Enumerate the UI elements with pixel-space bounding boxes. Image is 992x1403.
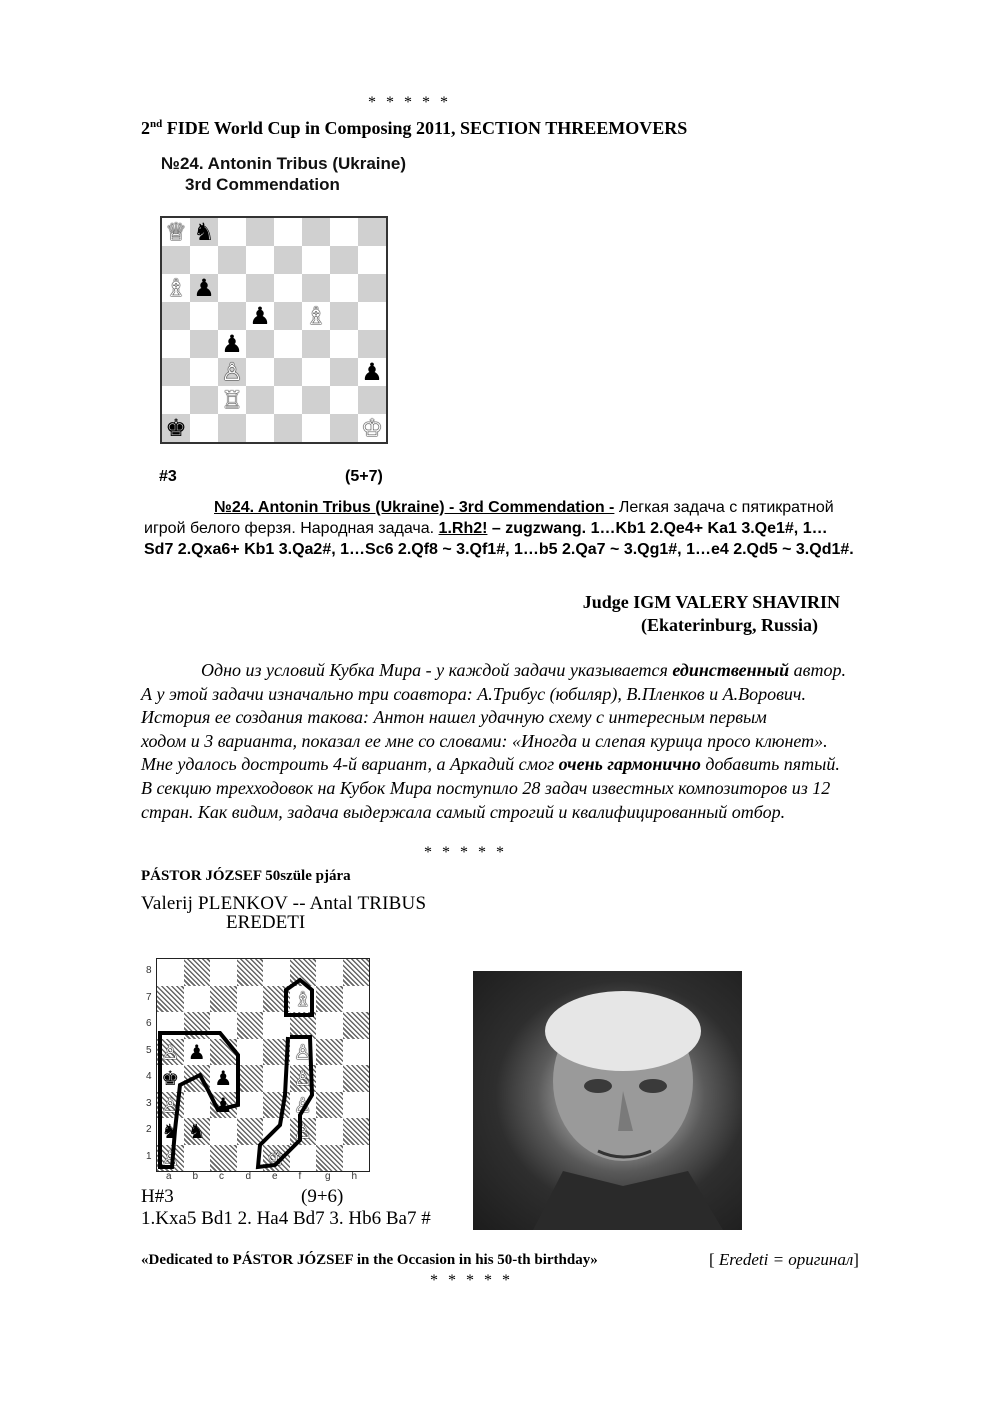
- square-f8: [302, 218, 330, 246]
- square-e3: [263, 1092, 290, 1119]
- square-f2: [290, 1118, 317, 1145]
- black-piece-a2: ♞: [161, 1119, 180, 1144]
- square-g6: [330, 274, 358, 302]
- square-h4: [358, 330, 386, 358]
- square-h6: [343, 1012, 370, 1039]
- judge-block: [440, 592, 840, 636]
- black-piece-c4: ♟: [214, 1066, 233, 1091]
- square-f4: [302, 330, 330, 358]
- square-e1: [263, 1145, 290, 1172]
- square-h7: [358, 246, 386, 274]
- square-h5: [358, 302, 386, 330]
- square-c8: [218, 218, 246, 246]
- square-c6: [218, 274, 246, 302]
- black-piece-h3: ♟: [361, 358, 383, 386]
- translation-note-text: Eredeti = оригинал: [718, 1250, 854, 1269]
- solution-rest: – zugzwang. 1…Kb1 2.Qe4+ Ka1 3.Qe1#, 1…Sd7 2.Qxa6+ Kb1 3.Qa2#, 1…Sc6 2.Qf8 ~ 3.Qf1#, 1…b5 2.Qa7 ~ 3.Qg1#, 1…e4 2.Qd5 ~ 3.Qd1#.: [144, 520, 854, 558]
- square-g6: [316, 1012, 343, 1039]
- square-b6: [184, 1012, 211, 1039]
- white-piece-a8: ♕: [165, 218, 187, 246]
- square-b1: [190, 414, 218, 442]
- square-a4: [157, 1065, 184, 1092]
- square-d5: [237, 1039, 264, 1066]
- square-e8: [263, 959, 290, 986]
- square-e7: [274, 246, 302, 274]
- square-g3: [330, 358, 358, 386]
- square-f5: [302, 302, 330, 330]
- problem1-solution: [144, 497, 856, 560]
- square-c1: [210, 1145, 237, 1172]
- square-a8: [157, 959, 184, 986]
- file-label-c: c: [219, 1171, 224, 1182]
- square-g1: [330, 414, 358, 442]
- square-f8: [290, 959, 317, 986]
- square-c1: [218, 414, 246, 442]
- square-f7: [290, 986, 317, 1013]
- section2-authors: Valerij PLENKOV -- Antal TRIBUS: [141, 893, 427, 914]
- square-f6: [302, 274, 330, 302]
- square-d8: [237, 959, 264, 986]
- square-c7: [210, 986, 237, 1013]
- dedication-line: «Dedicated to PÁSTOR JÓZSEF in the Occasion in his 50-th birthday»: [141, 1252, 598, 1268]
- square-e2: [263, 1118, 290, 1145]
- square-g5: [316, 1039, 343, 1066]
- rank-label-8: 8: [146, 965, 152, 976]
- section2-title: PÁSTOR JÓZSEF 50szüle pjára: [141, 868, 351, 884]
- square-g7: [316, 986, 343, 1013]
- section2-eredeti: EREDETI: [226, 912, 306, 933]
- square-a3: [157, 1092, 184, 1119]
- square-h8: [358, 218, 386, 246]
- white-piece-c3: ♙: [221, 358, 243, 386]
- translation-note: [ Eredeti = оригинал]: [709, 1250, 859, 1269]
- square-g4: [316, 1065, 343, 1092]
- square-f1: [290, 1145, 317, 1172]
- white-piece-e1: ♔: [267, 1145, 286, 1170]
- file-label-g: g: [325, 1171, 331, 1182]
- square-e2: [274, 386, 302, 414]
- square-g2: [316, 1118, 343, 1145]
- commentary-paragraph: [141, 659, 941, 824]
- square-g2: [330, 386, 358, 414]
- problem1-title-line1: №24. Antonin Tribus (Ukraine): [161, 154, 407, 173]
- white-piece-c2: ♖: [221, 386, 243, 414]
- square-d3: [246, 358, 274, 386]
- square-e5: [274, 302, 302, 330]
- square-b5: [184, 1039, 211, 1066]
- file-label-h: h: [351, 1171, 358, 1182]
- square-b3: [184, 1092, 211, 1119]
- square-g8: [316, 959, 343, 986]
- section2-stipulation: H#3: [141, 1186, 174, 1207]
- white-piece-f3: ♙: [293, 1092, 312, 1117]
- separator-stars-middle: * * * * *: [424, 844, 507, 861]
- square-d8: [246, 218, 274, 246]
- square-e4: [263, 1065, 290, 1092]
- square-d6: [246, 274, 274, 302]
- square-c7: [218, 246, 246, 274]
- square-c4: [218, 330, 246, 358]
- square-g1: [316, 1145, 343, 1172]
- white-piece-h1: ♔: [361, 414, 383, 442]
- white-piece-a1: ♙: [161, 1145, 180, 1170]
- solution-key: 1.Rh2!: [438, 520, 488, 537]
- square-f4: [290, 1065, 317, 1092]
- white-piece-f5: ♗: [305, 302, 327, 330]
- commentary-line-7: стран. Как видим, задача выдержала самый строгий и квалифицированный отбор.: [141, 801, 786, 822]
- square-f3: [290, 1092, 317, 1119]
- black-piece-b2: ♞: [187, 1119, 206, 1144]
- square-b6: [190, 274, 218, 302]
- square-e4: [274, 330, 302, 358]
- square-h5: [343, 1039, 370, 1066]
- square-c2: [210, 1118, 237, 1145]
- commentary-line-6: В секцию трехходовок на Кубок Мира поступило 28 задач известных композиторов из 12: [141, 777, 831, 798]
- file-label-a: a: [166, 1171, 172, 1182]
- black-piece-a1: ♚: [165, 414, 187, 442]
- square-d7: [237, 986, 264, 1013]
- rank-label-6: 6: [146, 1018, 152, 1029]
- square-d3: [237, 1092, 264, 1119]
- problem1-stipulation: #3: [159, 468, 177, 485]
- square-d2: [237, 1118, 264, 1145]
- square-g7: [330, 246, 358, 274]
- square-a2: [162, 386, 190, 414]
- square-b8: [190, 218, 218, 246]
- white-piece-a5: ♙: [161, 1039, 180, 1064]
- rank-label-4: 4: [146, 1071, 152, 1082]
- square-d6: [237, 1012, 264, 1039]
- square-d4: [237, 1065, 264, 1092]
- section2-solution: 1.Kxa5 Bd1 2. Ha4 Bd7 3. Hb6 Ba7 #: [141, 1208, 431, 1229]
- square-d7: [246, 246, 274, 274]
- black-piece-c3: ♟: [214, 1092, 233, 1117]
- commentary-line-5: Мне удалось достроить 4-й вариант, а Аркадий смог очень гармонично добавить пятый.: [141, 754, 840, 775]
- white-piece-f4: ♙: [293, 1066, 312, 1091]
- portrait-photo: [473, 971, 742, 1230]
- square-a6: [157, 1012, 184, 1039]
- problem1-title-line2: 3rd Commendation: [185, 175, 340, 194]
- section-heading: [141, 118, 687, 139]
- square-g3: [316, 1092, 343, 1119]
- square-b2: [190, 386, 218, 414]
- black-piece-b5: ♟: [187, 1039, 206, 1064]
- file-label-e: e: [272, 1171, 278, 1182]
- square-f3: [302, 358, 330, 386]
- square-a5: [157, 1039, 184, 1066]
- heading-sup: nd: [150, 118, 163, 130]
- square-h3: [358, 358, 386, 386]
- commentary-line-3: История ее создания такова: Антон нашел удачную схему с интересным первым: [141, 707, 767, 728]
- square-a5: [162, 302, 190, 330]
- judge-location: (Ekaterinburg, Russia): [640, 615, 818, 635]
- square-b1: [184, 1145, 211, 1172]
- solution-lead: №24. Antonin Tribus (Ukraine) - 3rd Commendation -: [214, 499, 615, 516]
- square-c6: [210, 1012, 237, 1039]
- problem1-title: [161, 153, 406, 195]
- square-f2: [302, 386, 330, 414]
- square-f7: [302, 246, 330, 274]
- square-c5: [218, 302, 246, 330]
- square-c3: [210, 1092, 237, 1119]
- square-b4: [190, 330, 218, 358]
- square-b4: [184, 1065, 211, 1092]
- heading-prefix: 2: [141, 118, 150, 138]
- square-a6: [162, 274, 190, 302]
- solution-ru-text: Легкая задача с пятикратной игрой белого ферзя. Народная задача.: [144, 499, 834, 537]
- square-h4: [343, 1065, 370, 1092]
- rank-label-1: 1: [146, 1150, 152, 1162]
- commentary-line-2: А у этой задачи изначально три соавтора: А.Трибус (юбиляр), В.Пленков и А.Ворович.: [141, 683, 806, 704]
- square-e6: [274, 274, 302, 302]
- square-e7: [263, 986, 290, 1013]
- white-piece-a6: ♗: [165, 274, 187, 302]
- separator-stars-bottom: * * * * *: [430, 1272, 513, 1289]
- square-a1: [162, 414, 190, 442]
- rank-label-5: 5: [146, 1044, 152, 1056]
- chess-diagram-1: [160, 216, 388, 444]
- heading-rest: FIDE World Cup in Composing 2011, SECTION THREEMOVERS: [162, 118, 688, 138]
- square-e3: [274, 358, 302, 386]
- square-d1: [246, 414, 274, 442]
- square-b7: [190, 246, 218, 274]
- square-h8: [343, 959, 370, 986]
- square-a7: [162, 246, 190, 274]
- judge-name: Judge IGM VALERY SHAVIRIN: [582, 592, 840, 612]
- black-piece-d5: ♟: [249, 302, 271, 330]
- commentary-line-4: ходом и 3 варианта, показал ее мне со словами: «Иногда и слепая курица просо клюнет».: [141, 730, 828, 751]
- black-piece-b6: ♟: [193, 274, 215, 302]
- square-c3: [218, 358, 246, 386]
- square-b5: [190, 302, 218, 330]
- square-d1: [237, 1145, 264, 1172]
- square-e8: [274, 218, 302, 246]
- square-e5: [263, 1039, 290, 1066]
- square-h2: [343, 1118, 370, 1145]
- square-b2: [184, 1118, 211, 1145]
- square-b8: [184, 959, 211, 986]
- file-label-b: b: [192, 1171, 199, 1182]
- file-label-f: f: [298, 1171, 302, 1182]
- square-a3: [162, 358, 190, 386]
- problem1-material: (5+7): [345, 468, 383, 485]
- square-f1: [302, 414, 330, 442]
- section2-material: (9+6): [301, 1186, 344, 1207]
- square-g5: [330, 302, 358, 330]
- square-d2: [246, 386, 274, 414]
- white-piece-f7: ♗: [293, 986, 312, 1011]
- square-a1: [157, 1145, 184, 1172]
- square-f5: [290, 1039, 317, 1066]
- square-a4: [162, 330, 190, 358]
- square-c2: [218, 386, 246, 414]
- square-a8: [162, 218, 190, 246]
- black-piece-c4: ♟: [221, 330, 243, 358]
- rank-label-2: 2: [146, 1124, 152, 1135]
- square-e6: [263, 1012, 290, 1039]
- chess-diagram-2: [156, 958, 370, 1172]
- square-h2: [358, 386, 386, 414]
- square-a7: [157, 986, 184, 1013]
- square-g4: [330, 330, 358, 358]
- square-e1: [274, 414, 302, 442]
- commentary-line-1: Одно из условий Кубка Мира - у каждой задачи указывается единственный автор.: [201, 660, 846, 680]
- square-c5: [210, 1039, 237, 1066]
- square-h1: [358, 414, 386, 442]
- square-g8: [330, 218, 358, 246]
- black-piece-b8: ♞: [193, 218, 215, 246]
- white-piece-f2: ♙: [293, 1119, 312, 1144]
- white-piece-f5: ♙: [293, 1039, 312, 1064]
- square-a2: [157, 1118, 184, 1145]
- square-b7: [184, 986, 211, 1013]
- square-d4: [246, 330, 274, 358]
- white-piece-a3: ♙: [161, 1092, 180, 1117]
- black-piece-a4: ♚: [161, 1066, 180, 1091]
- portrait-figure: [473, 971, 742, 1230]
- square-h1: [343, 1145, 370, 1172]
- square-f6: [290, 1012, 317, 1039]
- rank-label-7: 7: [146, 991, 152, 1003]
- emphasis-unique: единственный: [672, 660, 790, 680]
- square-d5: [246, 302, 274, 330]
- rank-label-3: 3: [146, 1097, 152, 1109]
- square-c8: [210, 959, 237, 986]
- emphasis-harmonious: очень гармонично: [558, 754, 701, 775]
- file-label-d: d: [245, 1171, 252, 1182]
- separator-stars-top: * * * * *: [368, 94, 451, 111]
- square-b3: [190, 358, 218, 386]
- square-h3: [343, 1092, 370, 1119]
- square-c4: [210, 1065, 237, 1092]
- square-h6: [358, 274, 386, 302]
- square-h7: [343, 986, 370, 1013]
